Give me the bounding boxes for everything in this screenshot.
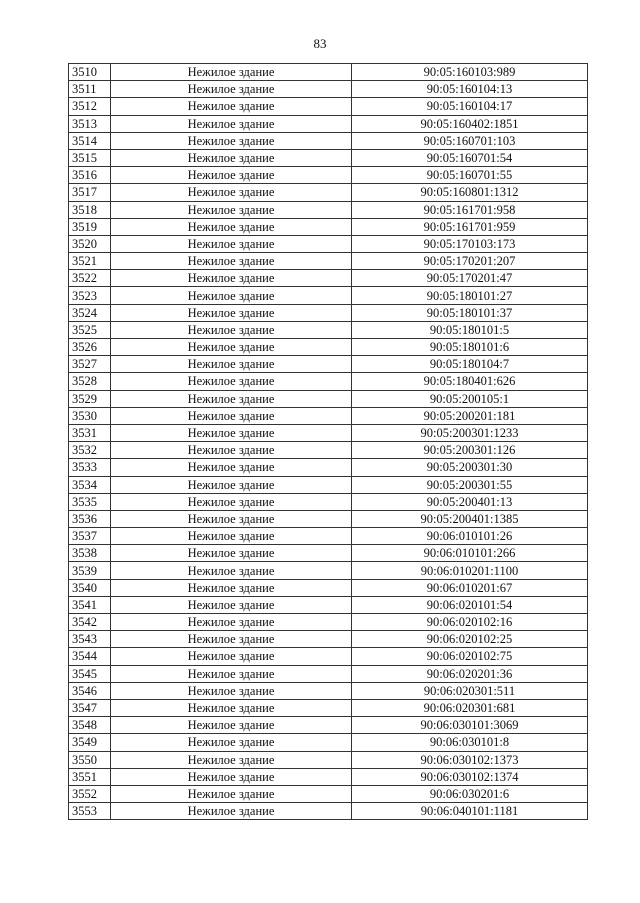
cadastral-number-cell: 90:05:200301:126 (352, 442, 588, 459)
row-number-cell: 3545 (69, 665, 111, 682)
table-row (69, 115, 588, 132)
object-type-cell: Нежилое здание (111, 424, 352, 441)
row-number-cell: 3541 (69, 596, 111, 613)
cadastral-number-cell: 90:06:030102:1373 (352, 751, 588, 768)
cadastral-number-cell: 90:05:180101:27 (352, 287, 588, 304)
row-number-cell: 3533 (69, 459, 111, 476)
cadastral-number-cell: 90:06:010101:26 (352, 528, 588, 545)
object-type-cell: Нежилое здание (111, 218, 352, 235)
cadastral-number-cell: 90:06:020301:511 (352, 682, 588, 699)
cadastral-number-cell: 90:06:030201:6 (352, 785, 588, 802)
object-type-cell: Нежилое здание (111, 184, 352, 201)
row-number-cell: 3542 (69, 614, 111, 631)
cadastral-number-cell: 90:06:030102:1374 (352, 768, 588, 785)
object-type-cell: Нежилое здание (111, 562, 352, 579)
table-row (69, 218, 588, 235)
table-row (69, 442, 588, 459)
cadastral-number-cell: 90:05:180104:7 (352, 356, 588, 373)
row-number-cell: 3535 (69, 493, 111, 510)
table-row (69, 132, 588, 149)
cadastral-number-cell: 90:06:030101:3069 (352, 717, 588, 734)
object-type-cell: Нежилое здание (111, 768, 352, 785)
table-row (69, 390, 588, 407)
object-type-cell: Нежилое здание (111, 98, 352, 115)
cadastral-number-cell: 90:06:030101:8 (352, 734, 588, 751)
cadastral-number-cell: 90:05:200401:13 (352, 493, 588, 510)
row-number-cell: 3526 (69, 339, 111, 356)
object-type-cell: Нежилое здание (111, 201, 352, 218)
row-number-cell: 3543 (69, 631, 111, 648)
table-row (69, 321, 588, 338)
row-number-cell: 3546 (69, 682, 111, 699)
object-type-cell: Нежилое здание (111, 717, 352, 734)
cadastral-number-cell: 90:06:010101:266 (352, 545, 588, 562)
object-type-cell: Нежилое здание (111, 407, 352, 424)
row-number-cell: 3522 (69, 270, 111, 287)
object-type-cell: Нежилое здание (111, 287, 352, 304)
row-number-cell: 3549 (69, 734, 111, 751)
row-number-cell: 3514 (69, 132, 111, 149)
row-number-cell: 3521 (69, 253, 111, 270)
row-number-cell: 3530 (69, 407, 111, 424)
object-type-cell: Нежилое здание (111, 390, 352, 407)
object-type-cell: Нежилое здание (111, 682, 352, 699)
row-number-cell: 3548 (69, 717, 111, 734)
object-type-cell: Нежилое здание (111, 459, 352, 476)
cadastral-number-cell: 90:06:020301:681 (352, 699, 588, 716)
cadastral-number-cell: 90:05:161701:958 (352, 201, 588, 218)
cadastral-number-cell: 90:05:180401:626 (352, 373, 588, 390)
object-type-cell: Нежилое здание (111, 493, 352, 510)
row-number-cell: 3551 (69, 768, 111, 785)
cadastral-number-cell: 90:05:200301:1233 (352, 424, 588, 441)
object-type-cell: Нежилое здание (111, 751, 352, 768)
row-number-cell: 3528 (69, 373, 111, 390)
row-number-cell: 3517 (69, 184, 111, 201)
table-row (69, 717, 588, 734)
cadastral-number-cell: 90:06:040101:1181 (352, 803, 588, 820)
object-type-cell: Нежилое здание (111, 356, 352, 373)
table-row (69, 81, 588, 98)
object-type-cell: Нежилое здание (111, 699, 352, 716)
row-number-cell: 3544 (69, 648, 111, 665)
table-row (69, 253, 588, 270)
object-type-cell: Нежилое здание (111, 373, 352, 390)
object-type-cell: Нежилое здание (111, 149, 352, 166)
cadastral-number-cell: 90:06:020102:75 (352, 648, 588, 665)
object-type-cell: Нежилое здание (111, 785, 352, 802)
object-type-cell: Нежилое здание (111, 339, 352, 356)
table-row (69, 785, 588, 802)
row-number-cell: 3553 (69, 803, 111, 820)
cadastral-number-cell: 90:05:160402:1851 (352, 115, 588, 132)
cadastral-number-cell: 90:05:180101:6 (352, 339, 588, 356)
table-row (69, 201, 588, 218)
table-row (69, 235, 588, 252)
object-type-cell: Нежилое здание (111, 253, 352, 270)
table-row (69, 424, 588, 441)
object-type-cell: Нежилое здание (111, 442, 352, 459)
row-number-cell: 3512 (69, 98, 111, 115)
row-number-cell: 3547 (69, 699, 111, 716)
row-number-cell: 3539 (69, 562, 111, 579)
table-row (69, 734, 588, 751)
row-number-cell: 3527 (69, 356, 111, 373)
row-number-cell: 3510 (69, 64, 111, 81)
object-type-cell: Нежилое здание (111, 631, 352, 648)
object-type-cell: Нежилое здание (111, 596, 352, 613)
table-row (69, 339, 588, 356)
table-row (69, 648, 588, 665)
object-type-cell: Нежилое здание (111, 614, 352, 631)
row-number-cell: 3524 (69, 304, 111, 321)
row-number-cell: 3523 (69, 287, 111, 304)
row-number-cell: 3511 (69, 81, 111, 98)
table-row (69, 373, 588, 390)
object-type-cell: Нежилое здание (111, 321, 352, 338)
table-row (69, 528, 588, 545)
cadastral-number-cell: 90:05:180101:5 (352, 321, 588, 338)
row-number-cell: 3513 (69, 115, 111, 132)
table-row (69, 562, 588, 579)
cadastral-number-cell: 90:05:180101:37 (352, 304, 588, 321)
object-type-cell: Нежилое здание (111, 115, 352, 132)
cadastral-number-cell: 90:05:200301:30 (352, 459, 588, 476)
table-row (69, 64, 588, 81)
row-number-cell: 3529 (69, 390, 111, 407)
row-number-cell: 3531 (69, 424, 111, 441)
object-type-cell: Нежилое здание (111, 64, 352, 81)
table-row (69, 682, 588, 699)
object-type-cell: Нежилое здание (111, 648, 352, 665)
object-type-cell: Нежилое здание (111, 734, 352, 751)
row-number-cell: 3525 (69, 321, 111, 338)
row-number-cell: 3550 (69, 751, 111, 768)
cadastral-number-cell: 90:05:160103:989 (352, 64, 588, 81)
table-row (69, 665, 588, 682)
cadastral-number-cell: 90:06:010201:1100 (352, 562, 588, 579)
object-type-cell: Нежилое здание (111, 235, 352, 252)
page-number: 83 (313, 36, 327, 51)
table-row (69, 184, 588, 201)
cadastral-number-cell: 90:06:020201:36 (352, 665, 588, 682)
table-row (69, 304, 588, 321)
table-row (69, 407, 588, 424)
cadastral-number-cell: 90:06:020102:25 (352, 631, 588, 648)
cadastral-number-cell: 90:06:010201:67 (352, 579, 588, 596)
table-row (69, 579, 588, 596)
registry-table (68, 63, 588, 820)
table-row (69, 614, 588, 631)
row-number-cell: 3518 (69, 201, 111, 218)
cadastral-number-cell: 90:05:200201:181 (352, 407, 588, 424)
table-row (69, 356, 588, 373)
table-row (69, 545, 588, 562)
table-row (69, 493, 588, 510)
table-row (69, 149, 588, 166)
table-row (69, 167, 588, 184)
table-row (69, 803, 588, 820)
object-type-cell: Нежилое здание (111, 803, 352, 820)
row-number-cell: 3532 (69, 442, 111, 459)
cadastral-number-cell: 90:05:170103:173 (352, 235, 588, 252)
object-type-cell: Нежилое здание (111, 270, 352, 287)
cadastral-number-cell: 90:05:161701:959 (352, 218, 588, 235)
table-row (69, 596, 588, 613)
table-row (69, 751, 588, 768)
row-number-cell: 3540 (69, 579, 111, 596)
cadastral-number-cell: 90:05:200401:1385 (352, 510, 588, 527)
row-number-cell: 3534 (69, 476, 111, 493)
cadastral-number-cell: 90:05:160701:103 (352, 132, 588, 149)
table-row (69, 270, 588, 287)
object-type-cell: Нежилое здание (111, 528, 352, 545)
cadastral-number-cell: 90:06:020101:54 (352, 596, 588, 613)
cadastral-number-cell: 90:05:200301:55 (352, 476, 588, 493)
cadastral-number-cell: 90:06:020102:16 (352, 614, 588, 631)
row-number-cell: 3538 (69, 545, 111, 562)
table-row (69, 476, 588, 493)
object-type-cell: Нежилое здание (111, 167, 352, 184)
row-number-cell: 3520 (69, 235, 111, 252)
object-type-cell: Нежилое здание (111, 545, 352, 562)
table-row (69, 510, 588, 527)
cadastral-number-cell: 90:05:170201:207 (352, 253, 588, 270)
cadastral-number-cell: 90:05:200105:1 (352, 390, 588, 407)
row-number-cell: 3537 (69, 528, 111, 545)
cadastral-number-cell: 90:05:160104:17 (352, 98, 588, 115)
cadastral-number-cell: 90:05:170201:47 (352, 270, 588, 287)
row-number-cell: 3552 (69, 785, 111, 802)
table-row (69, 98, 588, 115)
object-type-cell: Нежилое здание (111, 579, 352, 596)
row-number-cell: 3516 (69, 167, 111, 184)
table-row (69, 768, 588, 785)
registry-table-body (69, 64, 588, 820)
row-number-cell: 3519 (69, 218, 111, 235)
object-type-cell: Нежилое здание (111, 665, 352, 682)
object-type-cell: Нежилое здание (111, 132, 352, 149)
object-type-cell: Нежилое здание (111, 510, 352, 527)
object-type-cell: Нежилое здание (111, 304, 352, 321)
row-number-cell: 3515 (69, 149, 111, 166)
table-row (69, 699, 588, 716)
table-row (69, 459, 588, 476)
table-row (69, 287, 588, 304)
object-type-cell: Нежилое здание (111, 476, 352, 493)
cadastral-number-cell: 90:05:160701:55 (352, 167, 588, 184)
cadastral-number-cell: 90:05:160701:54 (352, 149, 588, 166)
table-row (69, 631, 588, 648)
object-type-cell: Нежилое здание (111, 81, 352, 98)
row-number-cell: 3536 (69, 510, 111, 527)
cadastral-number-cell: 90:05:160801:1312 (352, 184, 588, 201)
cadastral-number-cell: 90:05:160104:13 (352, 81, 588, 98)
